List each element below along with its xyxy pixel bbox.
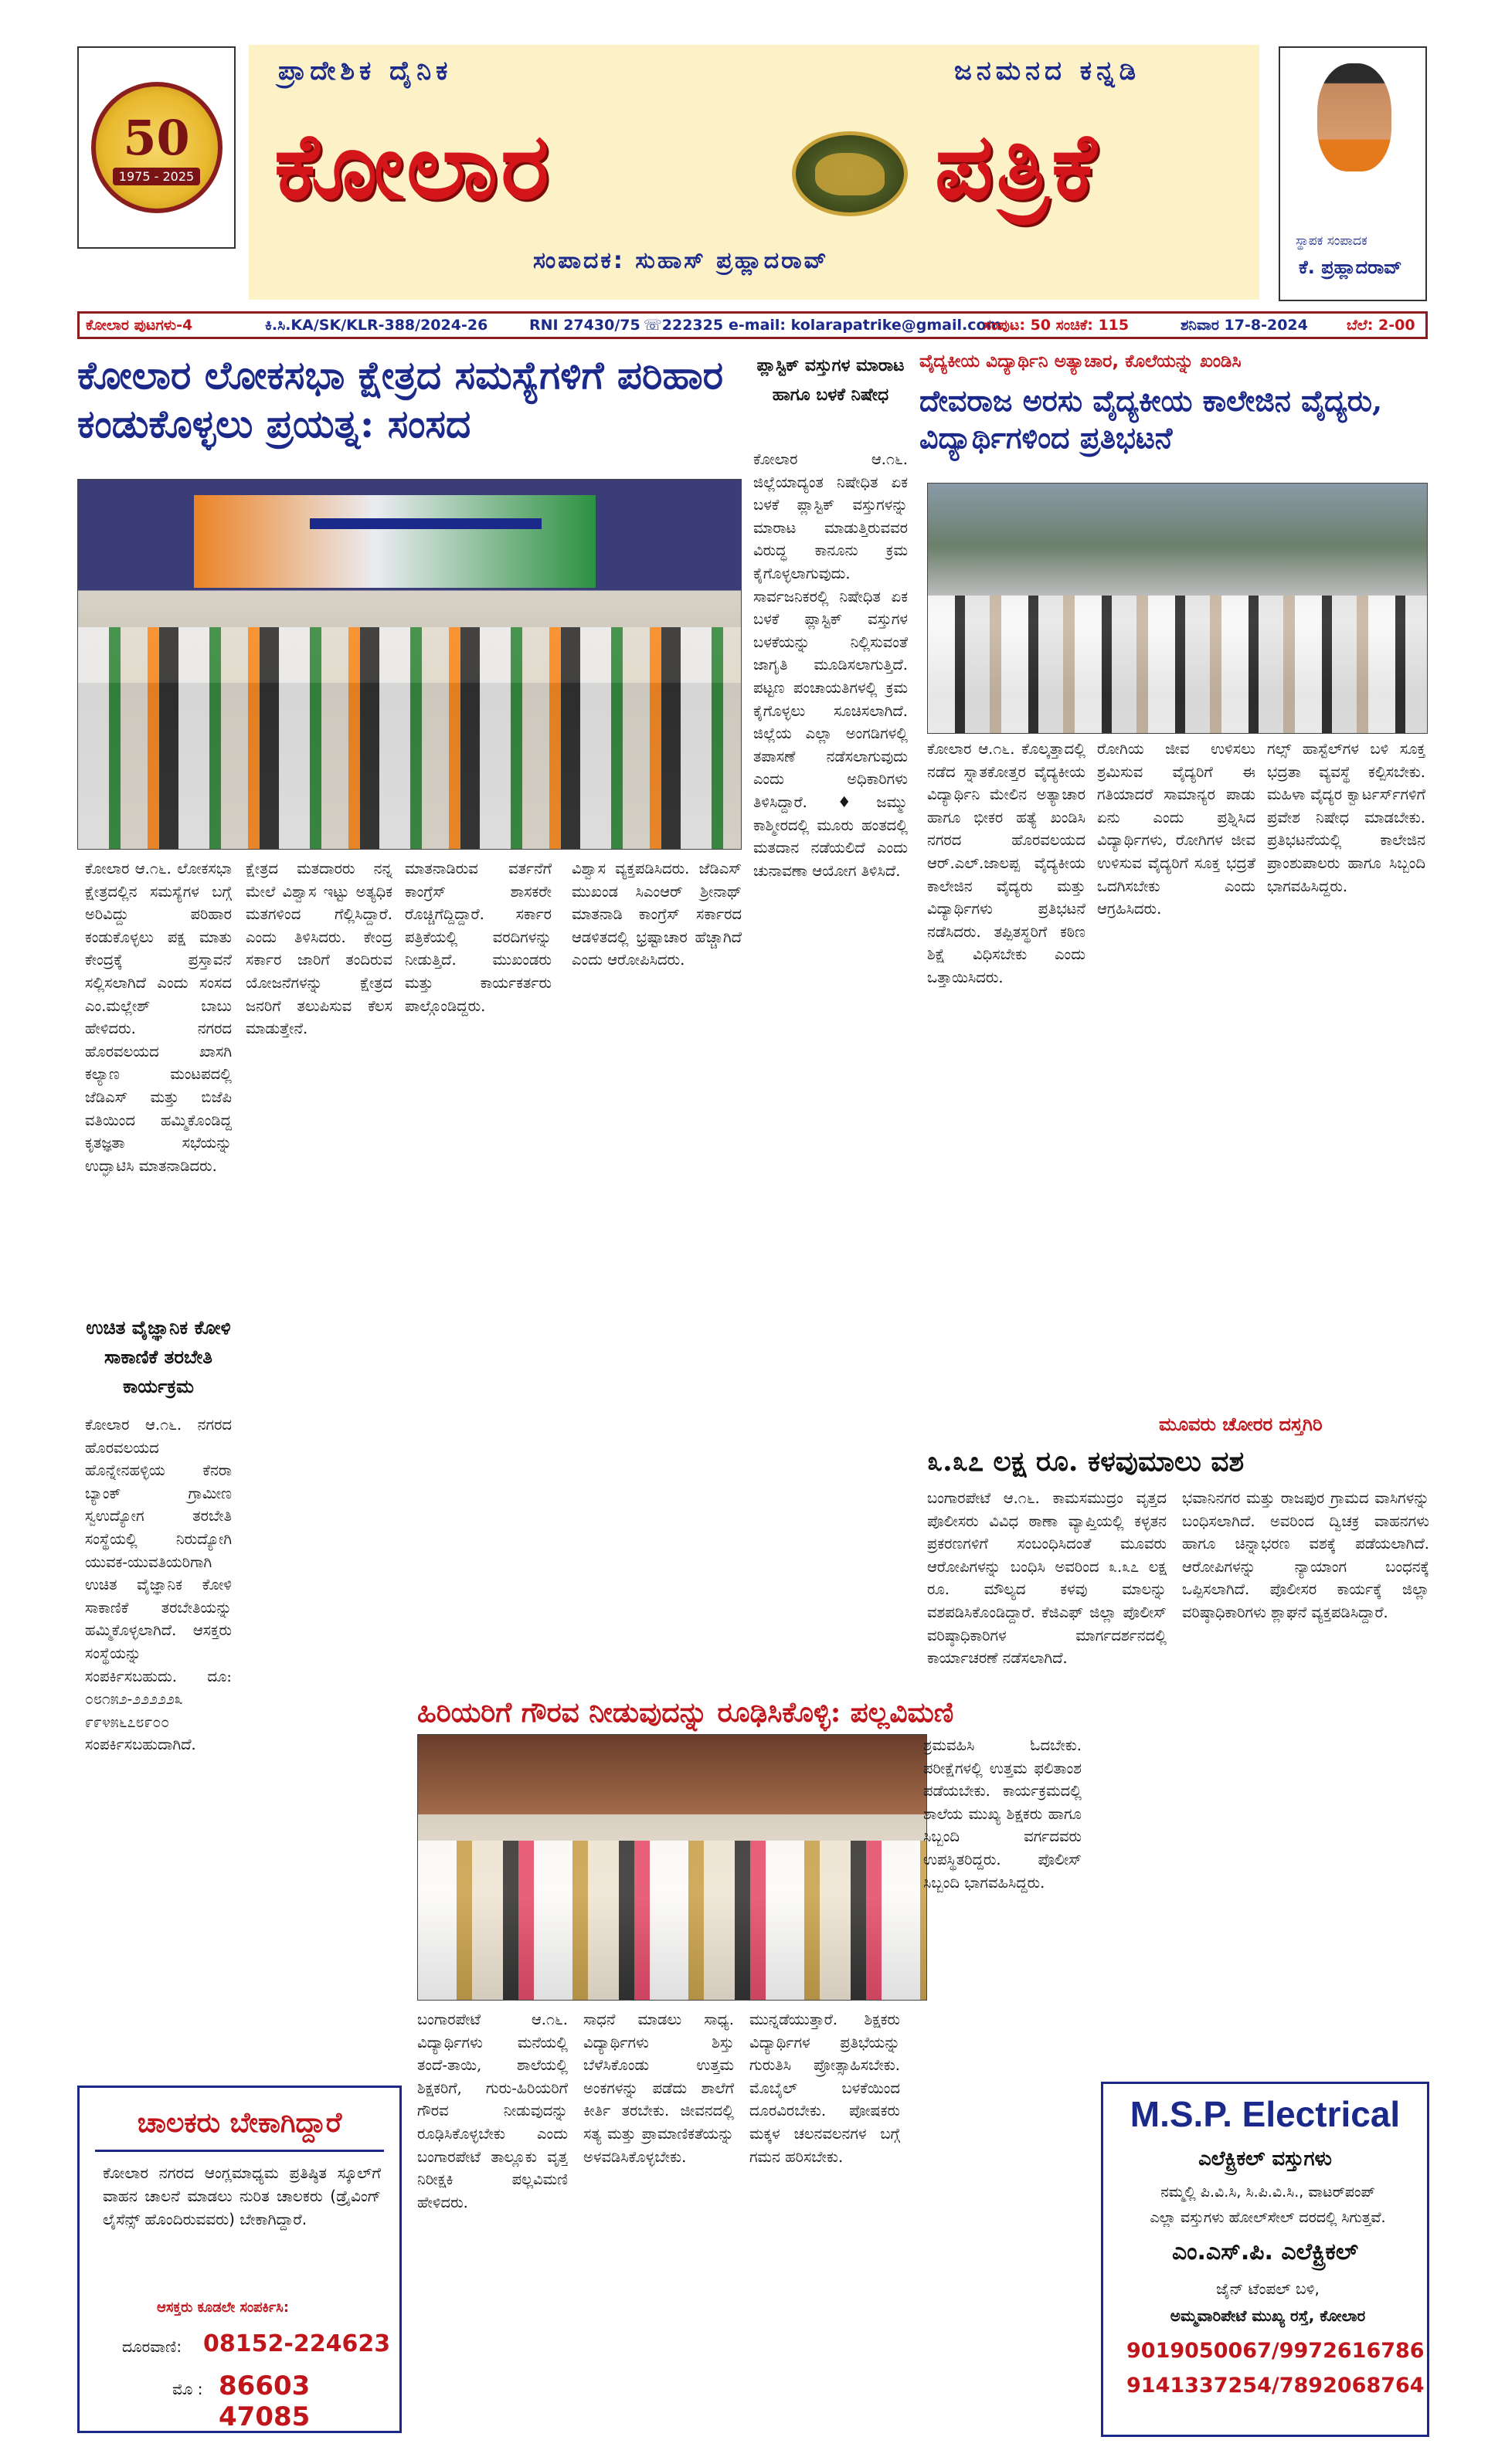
theft-kicker: ಮೂವರು ಚೋರರ ದಸ್ತಗಿರಿ [1159,1414,1323,1435]
drivers-ad-phone2: 86603 47085 [219,2371,311,2432]
office-phone: ☏222325 [644,317,724,334]
school-column-2: ಸಾಧನೆ ಮಾಡಲು ಸಾಧ್ಯ. ವಿದ್ಯಾರ್ಥಿಗಳು ಶಿಸ್ತು ಬೆಳೆಸಿಕೊಂಡು ಉತ್ತಮ ಅಂಕಗಳನ್ನು ಪಡೆದು ಶಾಲೆಗೆ ಕೀರ್ತಿ ತರಬೇಕು. ಜೀವನದಲ್ಲಿ ಸತ್ಯ ಮತ್ತು ಪ್ರಾಮಾಣಿಕತೆಯನ್ನು ಅಳವಡಿಸಿಕೊಳ್ಳಬೇಕು. [583,2011,734,2166]
drivers-wanted-ad [77,2086,402,2433]
drivers-ad-text: ಕೋಲಾರ ನಗರದ ಆಂಗ್ಲಮಾಧ್ಯಮ ಪ್ರತಿಷ್ಠಿತ ಸ್ಕೂಲ್‌ಗೆ ವಾಹನ ಚಾಲನೆ ಮಾಡಲು ನುರಿತ ಚಾಲಕರು (ಡ್ರೈವಿಂಗ್ ಲೈಸೆನ್ಸ್ ಹೊಂದಿರುವವರು) ಬೇಕಾಗಿದ್ದಾರೆ. [103,2164,381,2228]
school-column-4: ಶ್ರಮವಹಿಸಿ ಓದಬೇಕು. ಪರೀಕ್ಷೆಗಳಲ್ಲಿ ಉತ್ತಮ ಫಲಿತಾಂಶ ಪಡೆಯಬೇಕು. ಕಾರ್ಯಕ್ರಮದಲ್ಲಿ ಶಾಲೆಯ ಮುಖ್ಯ ಶಿಕ್ಷಕರು ಹಾಗೂ ಸಿಬ್ಬಂದಿ ವರ್ಗದವರು ಉಪಸ್ಥಿತರಿದ್ದರು. ಪೊಲೀಸ್ ಸಿಬ್ಬಂದಿ ಭಾಗವಹಿಸಿದ್ದರು. [923,1736,1082,1892]
msp-ad-phone1: 9019050067/9972616786 [1126,2339,1425,2363]
price: ಬೆಲೆ: 2-00 [1347,317,1415,334]
protest-column-1: ಕೋಲಾರ ಆ.೧೬. ಕೊಲ್ಕತ್ತಾದಲ್ಲಿ ನಡೆದ ಸ್ನಾತಕೋತ್ತರ ವೈದ್ಯಕೀಯ ವಿದ್ಯಾರ್ಥಿನಿ ಮೇಲಿನ ಅತ್ಯಾಚಾರ ಹಾಗೂ ಭೀಕರ ಹತ್ಯೆ ಖಂಡಿಸಿ ನಗರದ ಹೊರವಲಯದ ಆರ್.ಎಲ್.ಜಾಲಪ್ಪ ವೈದ್ಯಕೀಯ ಕಾಲೇಜಿನ ವೈದ್ಯರು ಮತ್ತು ವಿದ್ಯಾರ್ಥಿಗಳು ಪ್ರತಿಭಟನೆ ನಡೆಸಿದರು. ತಪ್ಪಿತಸ್ಥರಿಗೆ ಕಠಿಣ ಶಿಕ್ಷೆ ವಿಧಿಸಬೇಕು ಎಂದು ಒತ್ತಾಯಿಸಿದರು. [927,740,1085,986]
plastic-ban-text: ಕೋಲಾರ ಆ.೧೬. ಜಿಲ್ಲೆಯಾದ್ಯಂತ ನಿಷೇಧಿತ ಏಕ ಬಳಕೆ ಪ್ಲಾಸ್ಟಿಕ್ ವಸ್ತುಗಳನ್ನು ಮಾರಾಟ ಮಾಡುತ್ತಿರುವವರ ವಿರುದ್ಧ ಕಾನೂನು ಕ್ರಮ ಕೈಗೊಳ್ಳಲಾಗುವುದು. ಸಾರ್ವಜನಿಕರಲ್ಲಿ ನಿಷೇಧಿತ ಏಕ ಬಳಕೆ ಪ್ಲಾಸ್ಟಿಕ್ ವಸ್ತುಗಳ ಬಳಕೆಯನ್ನು ನಿಲ್ಲಿಸುವಂತೆ ಜಾಗೃತಿ ಮೂಡಿಸಲಾಗುತ್ತಿದೆ. ಪಟ್ಟಣ ಪಂಚಾಯತಿಗಳಲ್ಲಿ ಕ್ರಮ ಕೈಗೊಳ್ಳಲು ಸೂಚಿಸಲಾಗಿದೆ. ಜಿಲ್ಲೆಯ ಎಲ್ಲಾ ಅಂಗಡಿಗಳಲ್ಲಿ ತಪಾಸಣೆ ನಡೆಸಲಾಗುವುದು ಎಂದು ಅಧಿಕಾರಿಗಳು ತಿಳಿಸಿದ್ದಾರೆ. ♦ಜಮ್ಮು ಕಾಶ್ಮೀರದಲ್ಲಿ ಮೂರು ಹಂತದಲ್ಲಿ ಮತದಾನ ನಡೆಯಲಿದೆ ಎಂದು ಚುನಾವಣಾ ಆಯೋಗ ತಿಳಿಸಿದೆ. [753,450,908,880]
school-headline: ಹಿರಿಯರಿಗೆ ಗೌರವ ನೀಡುವುದನ್ನು ರೂಢಿಸಿಕೊಳ್ಳಿ: ಪಲ್ಲವಿಮಣಿ [417,1696,954,1729]
poultry-training-heading: ಉಚಿತ ವೈಜ್ಞಾನಿಕ ಕೋಳಿ ಸಾಕಾಣಿಕೆ ತರಬೇತಿ ಕಾರ್ಯಕ್ರಮ [86,1317,231,1397]
anniversary-logo [77,46,236,249]
msp-ad-address2: ಅಮ್ಮವಾರಿಪೇಟೆ ಮುಖ್ಯ ರಸ್ತೆ, ಕೋಲಾರ [1170,2306,1366,2325]
school-column-3: ಮುನ್ನಡೆಯುತ್ತಾರೆ. ಶಿಕ್ಷಕರು ವಿದ್ಯಾರ್ಥಿಗಳ ಪ್ರತಿಭೆಯನ್ನು ಗುರುತಿಸಿ ಪ್ರೋತ್ಸಾಹಿಸಬೇಕು. ಮೊಬೈಲ್ ಬಳಕೆಯಿಂದ ದೂರವಿರಬೇಕು. ಪೋಷಕರು ಮಕ್ಕಳ ಚಲನವಲನಗಳ ಬಗ್ಗೆ ಗಮನ ಹರಿಸಬೇಕು. [749,2011,900,2166]
drivers-ad-phone1-label: ದೂರವಾಣಿ: [122,2337,182,2356]
newspaper-title-left: ಕೋಲಾರ [274,112,552,219]
registration-number: ಕಿ.ಸಿ.KA/SK/KLR-388/2024-26 [265,317,488,334]
drivers-ad-contact-label: ಆಸಕ್ತರು ಕೂಡಲೇ ಸಂಪರ್ಕಿಸಿ: [157,2299,290,2316]
drivers-ad-phone2-label: ಮೊ : [172,2380,203,2398]
msp-ad-line1: ಎಲೆಕ್ಟ್ರಿಕಲ್ ವಸ್ತುಗಳು [1198,2147,1332,2170]
editor-credit: ಸಂಪಾದಕ: ಸುಹಾಸ್ ಪ್ರಹ್ಲಾದರಾವ್ [533,247,829,274]
school-photo [417,1734,927,2001]
volume-issue: ಸಂಪುಟ: 50 ಸಂಚಿಕೆ: 115 [984,317,1130,334]
elephant-emblem-icon [792,131,908,216]
founder-name: ಕೆ. ಪ್ರಹ್ಲಾದರಾವ್ [1299,256,1402,278]
founder-role: ಸ್ಥಾಪಕ ಸಂಪಾದಕ [1296,233,1367,249]
protest-photo [927,483,1428,734]
lead-headline: ಕೋಲಾರ ಲೋಕಸಭಾ ಕ್ಷೇತ್ರದ ಸಮಸ್ಯೆಗಳಿಗೆ ಪರಿಹಾರ ಕಂಡುಕೊಳ್ಳಲು ಪ್ರಯತ್ನ: ಸಂಸದ [77,352,724,446]
lead-column-3: ಮಾತನಾಡಿರುವ ವರ್ತನೆಗೆ ಕಾಂಗ್ರೆಸ್ ಶಾಸಕರೇ ರೊಚ್ಚಿಗೆದ್ದಿದ್ದಾರೆ. ಸರ್ಕಾರ ಪತ್ರಿಕೆಯಲ್ಲಿ ವರದಿಗಳನ್ನು ನೀಡುತ್ತಿದೆ. ಮುಖಂಡರು ಮತ್ತು ಕಾರ್ಯಕರ್ತರು ಪಾಲ್ಗೊಂಡಿದ್ದರು. [405,860,552,1015]
email-address: e-mail: kolarapatrike@gmail.com [729,317,1002,334]
drivers-ad-title: ಚಾಲಕರು ಬೇಕಾಗಿದ್ದಾರೆ [137,2107,342,2139]
theft-headline: ೩.೩೭ ಲಕ್ಷ ರೂ. ಕಳವುಮಾಲು ವಶ [927,1445,1245,1478]
issue-info-bar [77,311,1428,339]
lead-column-4: ವಿಶ್ವಾಸ ವ್ಯಕ್ತಪಡಿಸಿದರು. ಜೆಡಿಎಸ್ ಮುಖಂಡ ಸಿಎಂಆರ್ ಶ್ರೀನಾಥ್ ಮಾತನಾಡಿ ಕಾಂಗ್ರೆಸ್ ಸರ್ಕಾರದ ಆಡಳಿತದಲ್ಲಿ ಭ್ರಷ್ಟಾಚಾರ ಹೆಚ್ಚಾಗಿದೆ ಎಂದು ಆರೋಪಿಸಿದರು. [572,860,742,969]
msp-ad-line2: ನಮ್ಮಲ್ಲಿ ಪಿ.ವಿ.ಸಿ, ಸಿ.ಪಿ.ವಿ.ಸಿ., ವಾಟರ್‌ಪಂಪ್ [1160,2184,1375,2201]
msp-ad-phone2: 9141337254/7892068764 [1126,2374,1425,2398]
plastic-ban-heading: ಪ್ಲಾಸ್ಟಿಕ್ ವಸ್ತುಗಳ ಮಾರಾಟ ಹಾಗೂ ಬಳಕೆ ನಿಷೇಧ [756,356,905,405]
logo-years: 1975 - 2025 [113,168,200,185]
theft-column-2: ಭವಾನಿನಗರ ಮತ್ತು ರಾಜಪುರ ಗ್ರಾಮದ ವಾಸಿಗಳನ್ನು ಬಂಧಿಸಲಾಗಿದೆ. ಅವರಿಂದ ದ್ವಿಚಕ್ರ ವಾಹನಗಳು ಹಾಗೂ ಚಿನ್ನಾಭರಣ ವಶಕ್ಕೆ ಪಡೆಯಲಾಗಿದೆ. ಆರೋಪಿಗಳನ್ನು ನ್ಯಾಯಾಂಗ ಬಂಧನಕ್ಕೆ ಒಪ್ಪಿಸಲಾಗಿದೆ. ಪೊಲೀಸರ ಕಾರ್ಯಕ್ಕೆ ಜಿಲ್ಲಾ ವರಿಷ್ಠಾಧಿಕಾರಿಗಳು ಶ್ಲಾಘನೆ ವ್ಯಕ್ತಪಡಿಸಿದ್ದಾರೆ. [1182,1489,1429,1621]
tagline-left: ಪ್ರಾದೇಶಿಕ ದೈನಿಕ [278,56,453,87]
drivers-ad-phone1: 08152-224623 [203,2330,391,2357]
page-count: ಕೋಲಾರ ಪುಟಗಳು-4 [86,317,193,334]
theft-column-1: ಬಂಗಾರಪೇಟೆ ಆ.೧೬. ಕಾಮಸಮುದ್ರಂ ವೃತ್ತದ ಪೊಲೀಸರು ವಿವಿಧ ಠಾಣಾ ವ್ಯಾಪ್ತಿಯಲ್ಲಿ ಕಳ್ಳತನ ಪ್ರಕರಣಗಳಿಗೆ ಸಂಬಂಧಿಸಿದಂತೆ ಮೂವರು ಆರೋಪಿಗಳನ್ನು ಬಂಧಿಸಿ ಅವರಿಂದ ೩.೩೭ ಲಕ್ಷ ರೂ. ಮೌಲ್ಯದ ಕಳವು ಮಾಲನ್ನು ವಶಪಡಿಸಿಕೊಂಡಿದ್ದಾರೆ. ಕೆಜಿಎಫ್ ಜಿಲ್ಲಾ ಪೊಲೀಸ್ ವರಿಷ್ಠಾಧಿಕಾರಿಗಳ ಮಾರ್ಗದರ್ಶನದಲ್ಲಿ ಕಾರ್ಯಾಚರಣೆ ನಡೆಸಲಾಗಿದೆ. [927,1489,1167,1668]
anniversary-emblem [91,82,223,213]
protest-kicker: ವೈದ್ಯಕೀಯ ವಿದ್ಯಾರ್ಥಿನಿ ಅತ್ಯಾಚಾರ, ಕೊಲೆಯನ್ನು ಖಂಡಿಸಿ [919,351,1242,372]
msp-ad-address1: ಜೈನ್ ಟೆಂಪಲ್ ಬಳಿ, [1216,2279,1320,2298]
poultry-training-text: ಕೋಲಾರ ಆ.೧೬. ನಗರದ ಹೊರವಲಯದ ಹೊನ್ನೇನಹಳ್ಳಿಯ ಕೆನರಾ ಬ್ಯಾಂಕ್ ಗ್ರಾಮೀಣ ಸ್ವಉದ್ಯೋಗ ತರಬೇತಿ ಸಂಸ್ಥೆಯಲ್ಲಿ ನಿರುದ್ಯೋಗಿ ಯುವಕ-ಯುವತಿಯರಿಗಾಗಿ ಉಚಿತ ವೈಜ್ಞಾನಿಕ ಕೋಳಿ ಸಾಕಾಣಿಕೆ ತರಬೇತಿಯನ್ನು ಹಮ್ಮಿಕೊಳ್ಳಲಾಗಿದೆ. ಆಸಕ್ತರು ಸಂಸ್ಥೆಯನ್ನು ಸಂಪರ್ಕಿಸಬಹುದು. ದೂ: ೦೮೧೫೨-೨೨೨೨೨೩ ೯೯೪೫೬೭೮೯೦೦ ಸಂಪರ್ಕಿಸಬಹುದಾಗಿದೆ. [85,1416,232,1754]
lead-column-2: ಕ್ಷೇತ್ರದ ಮತದಾರರು ನನ್ನ ಮೇಲೆ ವಿಶ್ವಾಸ ಇಟ್ಟು ಅತ್ಯಧಿಕ ಮತಗಳಿಂದ ಗೆಲ್ಲಿಸಿದ್ದಾರೆ. ಎಂದು ತಿಳಿಸಿದರು. ಕೇಂದ್ರ ಸರ್ಕಾರ ಜಾರಿಗೆ ತಂದಿರುವ ಯೋಜನೆಗಳನ್ನು ಕ್ಷೇತ್ರದ ಜನರಿಗೆ ತಲುಪಿಸುವ ಕೆಲಸ ಮಾಡುತ್ತೇನೆ. [246,860,392,1038]
issue-date: ಶನಿವಾರ 17-8-2024 [1181,317,1308,334]
newspaper-title-right: ಪತ್ರಿಕೆ [935,112,1099,219]
msp-ad-title: M.S.P. Electrical [1130,2094,1401,2134]
tagline-right: ಜನಮನದ ಕನ್ನಡಿ [954,56,1141,87]
protest-headline: ದೇವರಾಜ ಅರಸು ವೈದ್ಯಕೀಯ ಕಾಲೇಜಿನ ವೈದ್ಯರು, ವಿದ್ಯಾರ್ಥಿಗಳಿಂದ ಪ್ರತಿಭಟನೆ [919,383,1383,455]
protest-column-3: ಗಲ್ಸ್ ಹಾಸ್ಟೆಲ್‌ಗಳ ಬಳಿ ಸೂಕ್ತ ಭದ್ರತಾ ವ್ಯವಸ್ಥೆ ಕಲ್ಪಿಸಬೇಕು. ಮಹಿಳಾ ವೈದ್ಯರ ಕ್ವಾರ್ಟರ್ಸ್‌ಗಳಿಗೆ ಪ್ರವೇಶ ನಿಷೇಧ ಮಾಡಬೇಕು. ಪ್ರತಿಭಟನೆಯಲ್ಲಿ ಕಾಲೇಜಿನ ಪ್ರಾಂಶುಪಾಲರು ಹಾಗೂ ಸಿಬ್ಬಂದಿ ಭಾಗವಹಿಸಿದ್ದರು. [1267,740,1425,895]
msp-electrical-ad [1101,2082,1429,2437]
rni-number: RNI 27430/75 [529,317,640,334]
logo-number: 50 [123,110,190,166]
lead-column-1: ಕೋಲಾರ ಆ.೧೬. ಲೋಕಸಭಾ ಕ್ಷೇತ್ರದಲ್ಲಿನ ಸಮಸ್ಯೆಗಳ ಬಗ್ಗೆ ಅರಿವಿದ್ದು ಪರಿಹಾರ ಕಂಡುಕೊಳ್ಳಲು ಪಕ್ಷ ಮಾತು ಕೇಂದ್ರಕ್ಕೆ ಪ್ರಸ್ತಾವನೆ ಸಲ್ಲಿಸಲಾಗಿದೆ ಎಂದು ಸಂಸದ ಎಂ.ಮಲ್ಲೇಶ್ ಬಾಬು ಹೇಳಿದರು. ನಗರದ ಹೊರವಲಯದ ಖಾಸಗಿ ಕಲ್ಯಾಣ ಮಂಟಪದಲ್ಲಿ ಜೆಡಿಎಸ್ ಮತ್ತು ಬಿಜೆಪಿ ವತಿಯಿಂದ ಹಮ್ಮಿಕೊಂಡಿದ್ದ ಕೃತಜ್ಞತಾ ಸಭೆಯನ್ನು ಉದ್ಘಾಟಿಸಿ ಮಾತನಾಡಿದರು. [85,860,232,1175]
msp-ad-shop-name: ಎಂ.ಎಸ್.ಪಿ. ಎಲೆಕ್ಟ್ರಿಕಲ್ [1172,2238,1358,2265]
founder-panel [1279,46,1427,301]
msp-ad-line3: ಎಲ್ಲಾ ವಸ್ತುಗಳು ಹೋಲ್‌ಸೇಲ್ ದರದಲ್ಲಿ ಸಿಗುತ್ತವೆ. [1150,2209,1386,2226]
lead-photo [77,479,742,850]
founder-portrait [1317,63,1391,171]
school-column-1: ಬಂಗಾರಪೇಟೆ ಆ.೧೬. ವಿದ್ಯಾರ್ಥಿಗಳು ಮನೆಯಲ್ಲಿ ತಂದೆ-ತಾಯಿ, ಶಾಲೆಯಲ್ಲಿ ಶಿಕ್ಷಕರಿಗೆ, ಗುರು-ಹಿರಿಯರಿಗೆ ಗೌರವ ನೀಡುವುದನ್ನು ರೂಢಿಸಿಕೊಳ್ಳಬೇಕು ಎಂದು ಬಂಗಾರಪೇಟೆ ತಾಲ್ಲೂಕು ವೃತ್ತ ನಿರೀಕ್ಷಕಿ ಪಲ್ಲವಿಮಣಿ ಹೇಳಿದರು. [417,2011,568,2211]
protest-column-2: ರೋಗಿಯ ಜೀವ ಉಳಿಸಲು ಶ್ರಮಿಸುವ ವೈದ್ಯರಿಗೆ ಈ ಗತಿಯಾದರೆ ಸಾಮಾನ್ಯರ ಪಾಡು ಏನು ಎಂದು ಪ್ರಶ್ನಿಸಿದ ವಿದ್ಯಾರ್ಥಿಗಳು, ರೋಗಿಗಳ ಜೀವ ಉಳಿಸುವ ವೈದ್ಯರಿಗೆ ಸೂಕ್ತ ಭದ್ರತೆ ಒದಗಿಸಬೇಕು ಎಂದು ಆಗ್ರಹಿಸಿದರು. [1097,740,1255,918]
